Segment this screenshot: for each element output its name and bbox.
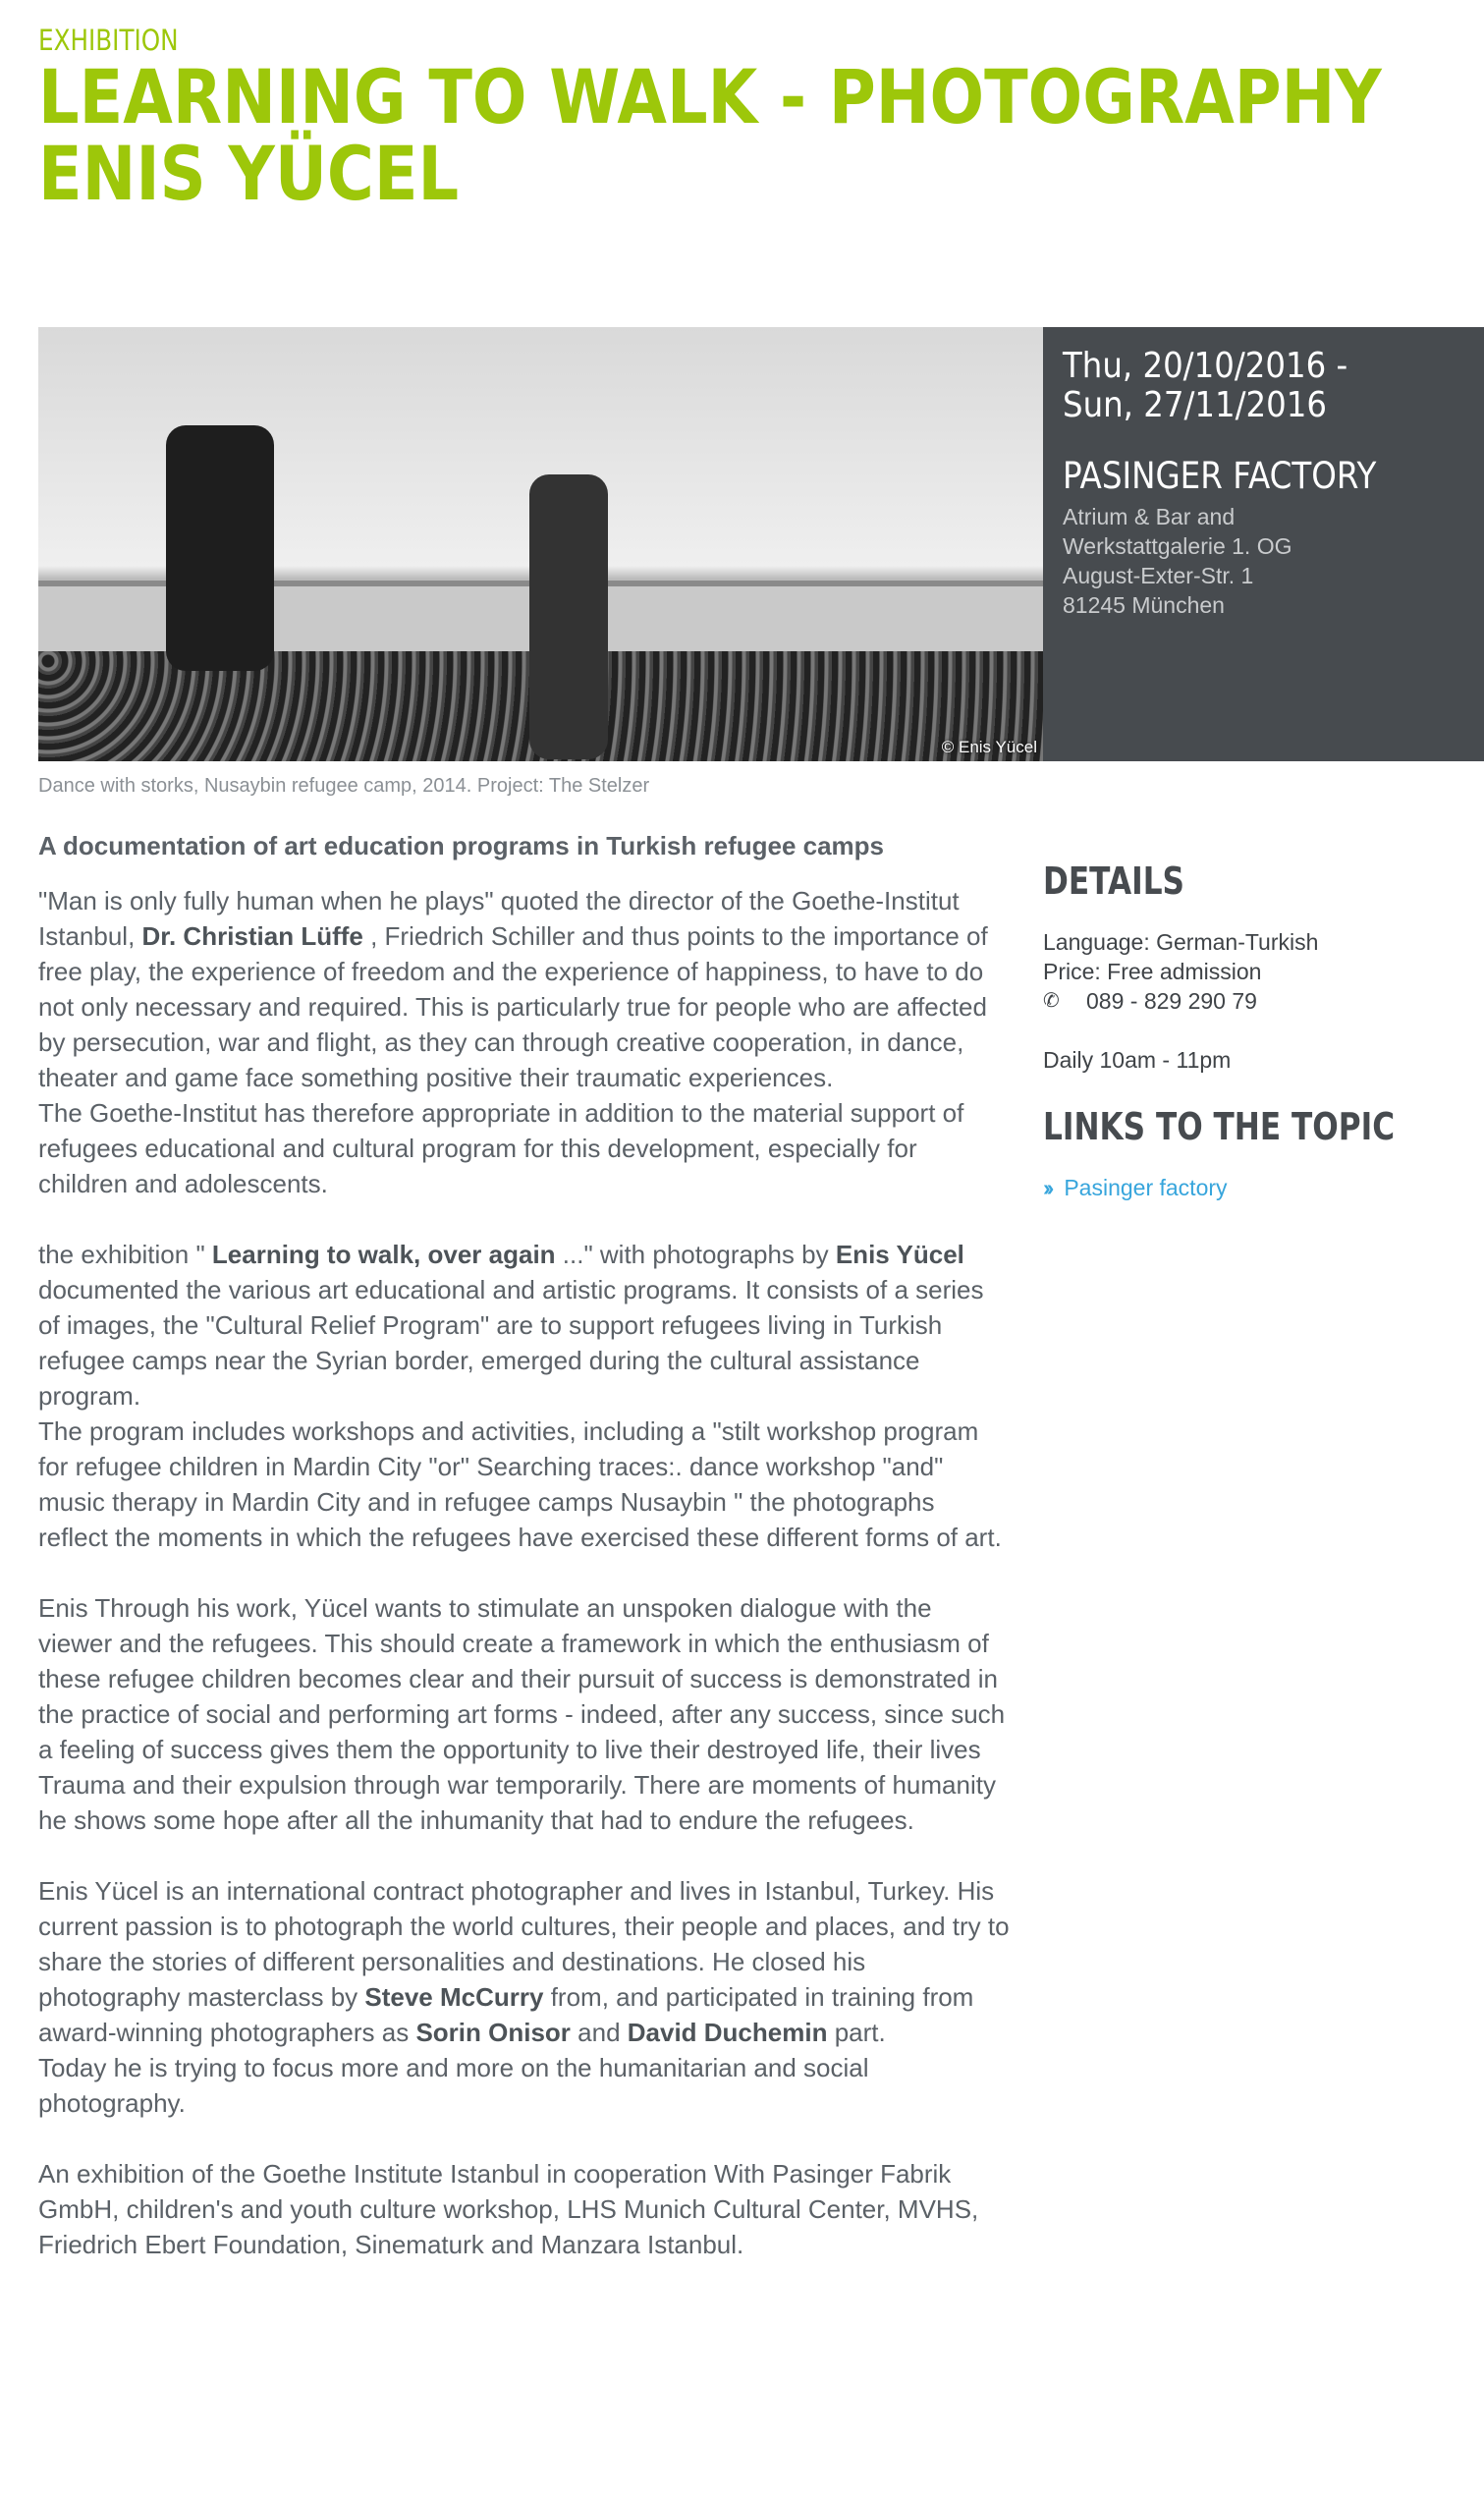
phone-icon: ✆	[1043, 990, 1060, 1012]
text: the exhibition "	[38, 1240, 212, 1269]
text: , Friedrich Schiller and thus points to the importance of free play, the experience of freedom and the experience of happiness, to have to do not only necessary and required. This is particularly true for people who are affected by persecution, war and flight, as they can through creative cooperation, in dance, theater and game face something positive their traumatic experiences.	[38, 921, 988, 1092]
text: from, and participated in training from award-winning photographers as	[38, 1982, 974, 2047]
text: part.	[827, 2018, 886, 2047]
phone-number[interactable]: 089 - 829 290 79	[1086, 988, 1257, 1014]
text: and	[570, 2018, 628, 2047]
address-line: August-Exter-Str. 1	[1063, 563, 1254, 588]
paragraph	[38, 1237, 1011, 1555]
photo-caption: Dance with storks, Nusaybin refugee camp, 2014. Project: The Stelzer	[38, 775, 650, 797]
paragraph: An exhibition of the Goethe Institute Istanbul in cooperation With Pasinger Fabrik GmbH, children's and youth culture workshop, LHS Munich Cultural Center, MVHS, Friedrich Ebert Foundation, Sinematurk and Manzara Istanbul.	[38, 2159, 979, 2259]
event-info-panel	[1043, 327, 1484, 761]
bold-name: Dr. Christian Lüffe	[141, 921, 363, 951]
paragraph	[38, 1873, 1011, 2121]
title-line: LEARNING TO WALK - PHOTOGRAPHY	[38, 53, 1382, 140]
text: documented the various art educational and artistic programs. It consists of a series of images, the "Cultural Relief Program" are to support refugees living in Turkish refugee camps near the Syrian border, emerged during the cultural assistance program.	[38, 1275, 984, 1411]
text: ..." with photographs by	[555, 1240, 836, 1269]
paragraph: Enis Through his work, Yücel wants to stimulate an unspoken dialogue with the viewer and the refugees. This should create a framework in which the enthusiasm of these refugee children becomes clear and their pursuit of success is demonstrated in the practice of social and performing art forms - indeed, after any success, since such a feeling of success gives them the opportunity to live their destroyed life, their lives Trauma and their expulsion through war temporarily. There are moments of humanity he shows some hope after all the inhumanity that had to endure the refugees.	[38, 1593, 1006, 1835]
link-pasinger-factory[interactable]	[1043, 1173, 1456, 1202]
paragraph	[38, 883, 1011, 1201]
opening-hours: Daily 10am - 11pm	[1043, 1047, 1232, 1073]
links-heading: LINKS TO THE TOPIC	[1043, 1105, 1396, 1148]
address-line: 81245 München	[1063, 592, 1225, 618]
phone-row	[1043, 986, 1456, 1016]
photo-figure	[529, 474, 608, 759]
language: Language: German-Turkish	[1043, 929, 1319, 955]
details-sidebar	[1043, 859, 1456, 1202]
bold-name: David Duchemin	[627, 2018, 828, 2047]
link-label: Pasinger factory	[1064, 1175, 1228, 1200]
article-subtitle: A documentation of art education programs in Turkish refugee camps	[38, 831, 885, 860]
category-label: EXHIBITION	[38, 24, 179, 57]
bold-title: Learning to walk, over again	[211, 1240, 556, 1269]
photo-credit: © Enis Yücel	[941, 738, 1037, 756]
text: The program includes workshops and activities, including a "stilt workshop program for refugee children in Mardin City "or" Searching traces:. dance workshop "and" music therapy in Mardin City and in refugee camps Nusaybin " the photographs reflect the moments in which the refugees have exercised these different forms of art.	[38, 1416, 1002, 1552]
text: Today he is trying to focus more and more on the humanitarian and social photography.	[38, 2053, 869, 2118]
page-title	[38, 53, 1382, 217]
price: Price: Free admission	[1043, 959, 1262, 984]
date-start: Thu, 20/10/2016 -	[1063, 346, 1348, 386]
details-heading: DETAILS	[1043, 859, 1184, 903]
date-end: Sun, 27/11/2016	[1063, 385, 1327, 425]
double-chevron-right-icon: ››	[1043, 1175, 1051, 1200]
title-line: ENIS YÜCEL	[38, 130, 460, 217]
venue-address	[1063, 502, 1464, 620]
text: "Man is only fully human when he plays" quoted the director of the Goethe-Institut Istanbul,	[38, 886, 960, 951]
bold-name: Sorin Onisor	[415, 2018, 571, 2047]
bold-name: Enis Yücel	[835, 1240, 964, 1269]
photo-figure	[166, 425, 274, 671]
exhibition-photo	[38, 327, 1043, 761]
venue-name: PASINGER FACTORY	[1063, 455, 1377, 497]
article-body	[38, 828, 1011, 2298]
address-line: Atrium & Bar and Werkstattgalerie 1. OG	[1063, 504, 1292, 559]
bold-name: Steve McCurry	[364, 1982, 544, 2012]
text: The Goethe-Institut has therefore appropriate in addition to the material support of refugees educational and cultural program for this development, especially for children and adolescents.	[38, 1098, 964, 1198]
text: Enis Yücel is an international contract photographer and lives in Istanbul, Turkey. His current passion is to photograph the world cultures, their people and places, and try to share the stories of different personalities and destinations. He closed his photography masterclass by	[38, 1876, 1010, 2012]
